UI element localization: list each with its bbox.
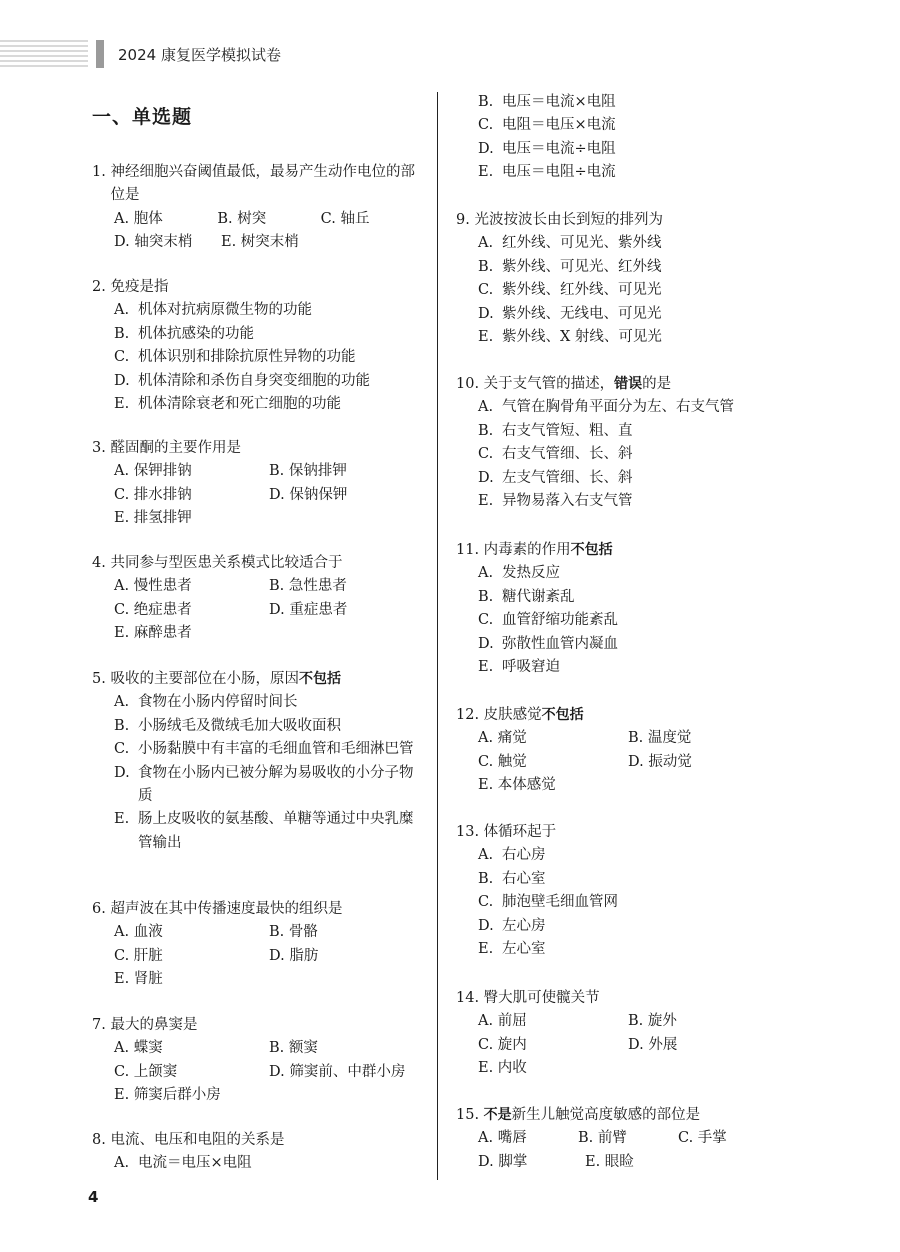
- question-stem: 光波按波长由长到短的排列为: [474, 212, 663, 228]
- option-c: C. 旋内: [478, 1036, 527, 1053]
- option-c: C. 机体识别和排除抗原性异物的功能: [114, 349, 356, 366]
- question-stem: 共同参与型医患关系模式比较适合于: [110, 555, 343, 571]
- option-c: C. 排水排钠: [114, 486, 192, 503]
- option-e: E. 肠上皮吸收的氨基酸、单糖等通过中央乳糜管输出: [114, 811, 414, 851]
- question-number: 15.: [456, 1107, 480, 1123]
- option-e: E. 眼睑: [585, 1153, 634, 1170]
- option-c: C. 右支气管细、长、斜: [478, 446, 633, 463]
- option-a: A. 食物在小肠内停留时间长: [114, 694, 298, 711]
- option-b: B. 小肠绒毛及微绒毛加大吸收面积: [114, 717, 341, 734]
- question-8-continued: [456, 91, 778, 185]
- question-stem: 新生儿触觉高度敏感的部位是: [511, 1107, 701, 1123]
- question-stem: 臀大肌可使髋关节: [483, 990, 600, 1006]
- question-stem: 超声波在其中传播速度最快的组织是: [110, 901, 343, 917]
- question-number: 4.: [92, 555, 106, 571]
- question-stem: 内毒素的作用: [483, 542, 571, 558]
- option-d: D. 脚掌: [478, 1153, 528, 1170]
- page-number: 4: [88, 1188, 99, 1206]
- question-14: [456, 987, 778, 1081]
- header-stripes-decoration: [0, 40, 88, 68]
- option-e: E. 异物易落入右支气管: [478, 493, 633, 510]
- option-a: A. 慢性患者: [114, 578, 192, 595]
- question-8: [92, 1129, 424, 1176]
- option-e: E. 紫外线、X 射线、可见光: [478, 329, 662, 346]
- question-4: [92, 552, 424, 646]
- question-stem: 醛固酮的主要作用是: [110, 440, 241, 456]
- emphasis-text: 不包括: [298, 671, 341, 687]
- question-number: 14.: [456, 990, 480, 1006]
- option-a: A. 气管在胸骨角平面分为左、右支气管: [478, 399, 734, 416]
- question-stem: 神经细胞兴奋阈值最低，最易产生动作电位的部位是: [110, 164, 415, 204]
- question-stem: 关于支气管的描述，: [483, 376, 615, 392]
- emphasis-text: 不是: [483, 1107, 512, 1123]
- option-c: C. 紫外线、红外线、可见光: [478, 282, 662, 299]
- question-number: 9.: [456, 212, 470, 228]
- option-e: E. 本体感觉: [478, 777, 556, 794]
- option-c: C. 小肠黏膜中有丰富的毛细血管和毛细淋巴管: [114, 741, 414, 758]
- section-title: 一、单选题: [92, 106, 193, 128]
- option-a: A. 蝶窦: [114, 1040, 163, 1057]
- option-a: A. 前屈: [478, 1013, 527, 1030]
- option-c: C. 轴丘: [320, 210, 370, 227]
- option-d: D. 弥散性血管内凝血: [478, 635, 618, 652]
- option-d: D. 左心房: [478, 917, 546, 934]
- question-number: 13.: [456, 824, 480, 840]
- question-2: [92, 276, 424, 416]
- option-d: D. 紫外线、无线电、可见光: [478, 305, 662, 322]
- question-number: 7.: [92, 1017, 106, 1033]
- option-d: D. 重症患者: [269, 601, 348, 618]
- option-e: E. 电压＝电阻÷电流: [478, 164, 616, 181]
- question-stem: 吸收的主要部位在小肠，原因: [110, 671, 299, 687]
- question-10: [456, 373, 778, 513]
- option-a: A. 嘴唇: [478, 1130, 527, 1147]
- question-11: [456, 539, 778, 679]
- question-13: [456, 821, 778, 961]
- header-bar-decoration: [96, 40, 104, 68]
- question-9: [456, 209, 778, 349]
- option-d: D. 筛窦前、中群小房: [269, 1063, 406, 1080]
- option-b: B. 骨骼: [269, 924, 318, 941]
- option-d: D. 振动觉: [628, 753, 692, 770]
- option-d: D. 外展: [628, 1036, 678, 1053]
- option-a: A. 红外线、可见光、紫外线: [478, 235, 662, 252]
- option-d: D. 保钠保钾: [269, 486, 348, 503]
- option-c: C. 肝脏: [114, 947, 163, 964]
- question-number: 10.: [456, 376, 480, 392]
- option-b: B. 糖代谢紊乱: [478, 588, 575, 605]
- option-b: B. 急性患者: [269, 578, 347, 595]
- question-number: 5.: [92, 671, 106, 687]
- option-b: B. 温度觉: [628, 730, 692, 747]
- option-b: B. 保钠排钾: [269, 463, 347, 480]
- option-e: E. 麻醉患者: [114, 625, 192, 642]
- option-d: D. 轴突末梢: [114, 234, 193, 251]
- question-number: 8.: [92, 1132, 106, 1148]
- option-b: B. 右心室: [478, 870, 546, 887]
- question-stem: 电流、电压和电阻的关系是: [110, 1132, 285, 1148]
- option-b: B. 紫外线、可见光、红外线: [478, 258, 662, 275]
- option-e: E. 筛窦后群小房: [114, 1087, 221, 1104]
- emphasis-text: 错误: [614, 376, 643, 392]
- option-a: A. 痛觉: [478, 730, 527, 747]
- option-c: C. 上颌窦: [114, 1063, 178, 1080]
- option-a: A. 电流＝电压×电阻: [114, 1155, 252, 1172]
- question-stem: 最大的鼻窦是: [110, 1017, 198, 1033]
- emphasis-text: 不包括: [570, 542, 613, 558]
- column-divider: [437, 92, 438, 1180]
- question-number: 12.: [456, 707, 480, 723]
- option-c: C. 手掌: [678, 1130, 727, 1147]
- question-6: [92, 898, 424, 992]
- option-c: C. 血管舒缩功能紊乱: [478, 612, 618, 629]
- option-e: E. 肾脏: [114, 971, 163, 988]
- question-number: 6.: [92, 901, 106, 917]
- option-c: C. 绝症患者: [114, 601, 192, 618]
- question-15: [456, 1104, 778, 1174]
- option-a: A. 血液: [114, 924, 163, 941]
- question-stem: 免疫是指: [110, 279, 169, 295]
- question-stem-end: 的是: [642, 376, 672, 392]
- option-a: A. 胞体: [114, 210, 163, 227]
- option-b: B. 右支气管短、粗、直: [478, 422, 633, 439]
- option-b: B. 机体抗感染的功能: [114, 325, 254, 342]
- question-12: [456, 704, 778, 798]
- option-e: E. 内收: [478, 1060, 527, 1077]
- header-title: 2024 康复医学模拟试卷: [118, 46, 281, 64]
- question-3: [92, 437, 424, 531]
- option-a: A. 右心房: [478, 847, 546, 864]
- option-b: B. 旋外: [628, 1013, 677, 1030]
- question-number: 3.: [92, 440, 106, 456]
- option-d: D. 脂肪: [269, 947, 319, 964]
- option-b: B. 树突: [217, 210, 267, 227]
- page-header: [0, 38, 420, 72]
- emphasis-text: 不包括: [541, 707, 584, 723]
- option-c: C. 肺泡壁毛细血管网: [478, 894, 618, 911]
- option-d: D. 机体清除和杀伤自身突变细胞的功能: [114, 372, 370, 389]
- option-b: B. 额窦: [269, 1040, 318, 1057]
- option-a: A. 机体对抗病原微生物的功能: [114, 302, 312, 319]
- option-a: A. 保钾排钠: [114, 463, 192, 480]
- option-b: B. 前臂: [578, 1130, 627, 1147]
- question-7: [92, 1014, 424, 1108]
- question-number: 1.: [92, 164, 106, 180]
- question-number: 11.: [456, 542, 480, 558]
- option-c: C. 电阻＝电压×电流: [478, 117, 616, 134]
- question-number: 2.: [92, 279, 106, 295]
- option-e: E. 呼吸窘迫: [478, 659, 560, 676]
- option-a: A. 发热反应: [478, 565, 560, 582]
- option-d: D. 食物在小肠内已被分解为易吸收的小分子物质: [114, 764, 414, 805]
- option-c: C. 触觉: [478, 753, 527, 770]
- question-5: [92, 668, 424, 855]
- question-1: [92, 161, 424, 255]
- option-d: D. 左支气管细、长、斜: [478, 469, 633, 486]
- option-e: E. 树突末梢: [221, 234, 299, 251]
- option-d: D. 电压＝电流÷电阻: [478, 140, 616, 157]
- question-stem: 体循环起于: [483, 824, 557, 840]
- option-e: E. 排氢排钾: [114, 510, 192, 527]
- option-e: E. 左心室: [478, 941, 546, 958]
- option-e: E. 机体清除衰老和死亡细胞的功能: [114, 396, 341, 413]
- question-stem: 皮肤感觉: [483, 707, 542, 723]
- option-b: B. 电压＝电流×电阻: [478, 94, 616, 110]
